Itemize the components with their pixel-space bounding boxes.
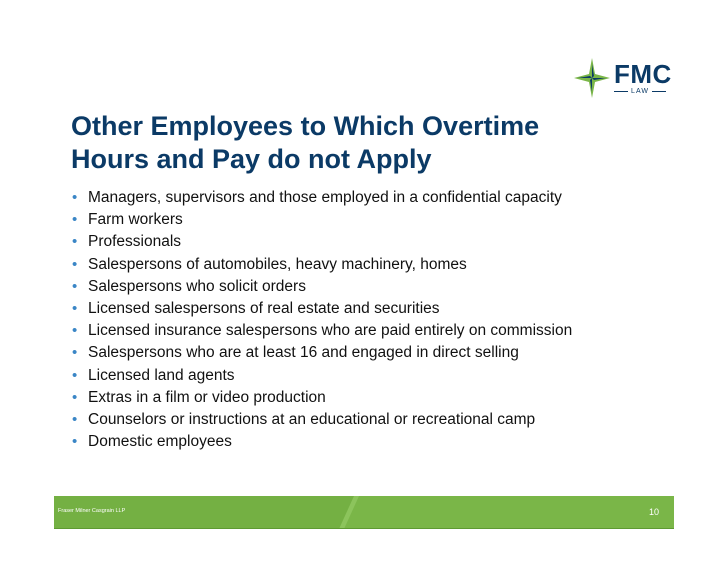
slide-title-line-2: Hours and Pay do not Apply — [71, 144, 432, 174]
bullet-text: Professionals — [88, 233, 182, 251]
bullet-dot-icon: • — [72, 322, 78, 340]
bullet-dot-icon: • — [72, 233, 78, 251]
bullet-dot-icon: • — [72, 344, 78, 362]
bullet-text: Extras in a film or video production — [88, 388, 326, 406]
bullet-dot-icon: • — [72, 366, 78, 384]
bullet-list — [72, 187, 672, 453]
bullet-text: Managers, supervisors and those employed in a confidential capacity — [88, 189, 562, 206]
bullet-item — [72, 276, 672, 298]
logo-wordmark: FMC — [614, 59, 672, 89]
bullet-dot-icon: • — [72, 189, 78, 206]
bullet-text: Licensed salespersons of real estate and securities — [88, 300, 440, 318]
bullet-dot-icon: • — [72, 277, 78, 295]
bullet-dot-icon: • — [72, 411, 78, 429]
bullet-item — [72, 231, 672, 253]
bullet-dot-icon: • — [72, 255, 78, 273]
bullet-dot-icon: • — [72, 211, 78, 229]
bullet-item — [72, 254, 672, 276]
bullet-item — [72, 409, 672, 431]
bullet-item — [72, 209, 672, 231]
bullet-dot-icon: • — [72, 433, 78, 451]
bullet-text: Domestic employees — [88, 433, 232, 451]
bullet-item — [72, 298, 672, 320]
footer-bar — [54, 496, 674, 529]
bullet-text: Counselors or instructions at an educational or recreational camp — [88, 411, 536, 429]
bullet-dot-icon: • — [72, 300, 78, 318]
bullet-text: Salespersons who solicit orders — [88, 277, 306, 295]
logo-subtitle — [614, 88, 666, 95]
bullet-text: Licensed insurance salespersons who are paid entirely on commission — [88, 322, 573, 340]
bullet-item — [72, 387, 672, 409]
bullet-dot-icon: • — [72, 388, 78, 406]
bullet-text: Salespersons of automobiles, heavy machinery, homes — [88, 255, 467, 273]
bullet-text: Licensed land agents — [88, 366, 235, 384]
slide-title-line-1: Other Employees to Which Overtime — [71, 111, 540, 141]
bullet-text: Farm workers — [88, 211, 183, 229]
slide-title — [71, 110, 631, 176]
bullet-item — [72, 431, 672, 453]
bullet-item — [72, 187, 672, 209]
bullet-item — [72, 342, 672, 364]
page-number: 10 — [649, 507, 660, 517]
bullet-item — [72, 320, 672, 342]
footer-firm-name: Fraser Milner Casgrain LLP — [58, 508, 126, 514]
logo-rule-right — [652, 91, 666, 92]
bullet-text: Salespersons who are at least 16 and engaged in direct selling — [88, 344, 519, 362]
logo-rule-left — [614, 91, 628, 92]
logo-subtitle-text: LAW — [631, 88, 649, 95]
bullet-item — [72, 365, 672, 387]
